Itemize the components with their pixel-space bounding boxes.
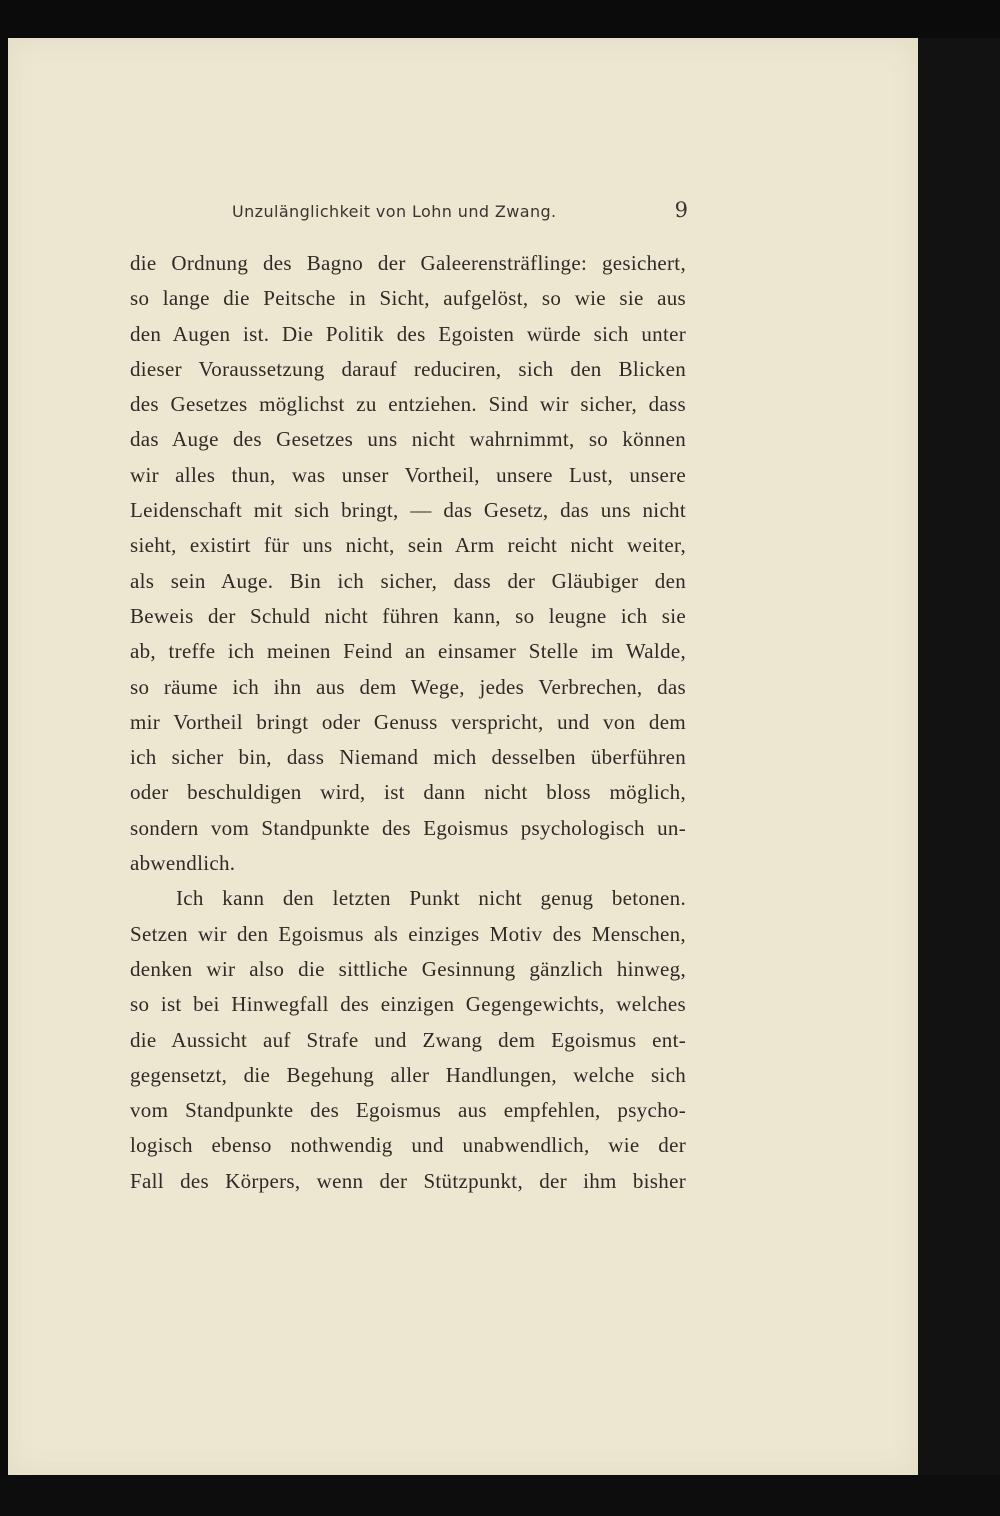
text-line: das Auge des Gesetzes uns nicht wahrnimmt, so können (130, 427, 686, 452)
page-number: 9 (674, 198, 688, 222)
text-line: Leidenschaft mit sich bringt, — das Gesetz, das uns nicht (130, 498, 686, 523)
text-line: den Augen ist. Die Politik des Egoisten würde sich unter (130, 321, 686, 346)
text-line: Fall des Körpers, wenn der Stützpunkt, der ihm bisher (130, 1168, 686, 1193)
text-line: ab, treffe ich meinen Feind an einsamer Stelle im Walde, (130, 639, 686, 664)
text-line: abwendlich. (130, 851, 236, 876)
text-line: des Gesetzes möglichst zu entziehen. Sind wir sicher, dass (130, 392, 686, 417)
text-line: die Aussicht auf Strafe und Zwang dem Egoismus ent- (130, 1027, 686, 1052)
body-text (130, 246, 686, 1199)
text-line: so lange die Peitsche in Sicht, aufgelöst, so wie sie aus (130, 286, 686, 311)
running-title: Unzulänglichkeit von Lohn und Zwang. (232, 202, 557, 221)
text-line: als sein Auge. Bin ich sicher, dass der Gläubiger den (130, 568, 686, 593)
text-line: dieser Voraussetzung darauf reduciren, sich den Blicken (130, 356, 686, 381)
text-line: denken wir also die sittliche Gesinnung gänzlich hinweg, (130, 956, 686, 981)
scan-background-bottom (0, 1475, 1000, 1516)
text-line: Ich kann den letzten Punkt nicht genug betonen. (176, 886, 686, 911)
text-line: gegensetzt, die Begehung aller Handlungen, welche sich (130, 1062, 686, 1087)
text-line: die Ordnung des Bagno der Galeerensträflinge: gesichert, (130, 251, 686, 275)
text-line: sieht, existirt für uns nicht, sein Arm reicht nicht weiter, (130, 533, 686, 558)
text-line: mir Vortheil bringt oder Genuss verspricht, und von dem (130, 709, 686, 734)
text-line: so ist bei Hinwegfall des einzigen Gegengewichts, welches (130, 992, 686, 1017)
scan-background-right (918, 38, 1000, 1475)
text-line: ich sicher bin, dass Niemand mich desselben überführen (130, 745, 686, 770)
text-line: so räume ich ihn aus dem Wege, jedes Verbrechen, das (130, 674, 686, 699)
page-header (232, 198, 692, 228)
text-line: Setzen wir den Egoismus als einziges Motiv des Menschen, (130, 921, 686, 946)
text-line: Beweis der Schuld nicht führen kann, so leugne ich sie (130, 603, 686, 628)
text-line: oder beschuldigen wird, ist dann nicht bloss möglich, (130, 780, 686, 805)
text-line: wir alles thun, was unser Vortheil, unsere Lust, unsere (130, 462, 686, 487)
text-line: vom Standpunkte des Egoismus aus empfehlen, psycho- (130, 1098, 686, 1123)
text-line: logisch ebenso nothwendig und unabwendlich, wie der (130, 1133, 686, 1158)
text-line: sondern vom Standpunkte des Egoismus psychologisch un- (130, 815, 686, 840)
